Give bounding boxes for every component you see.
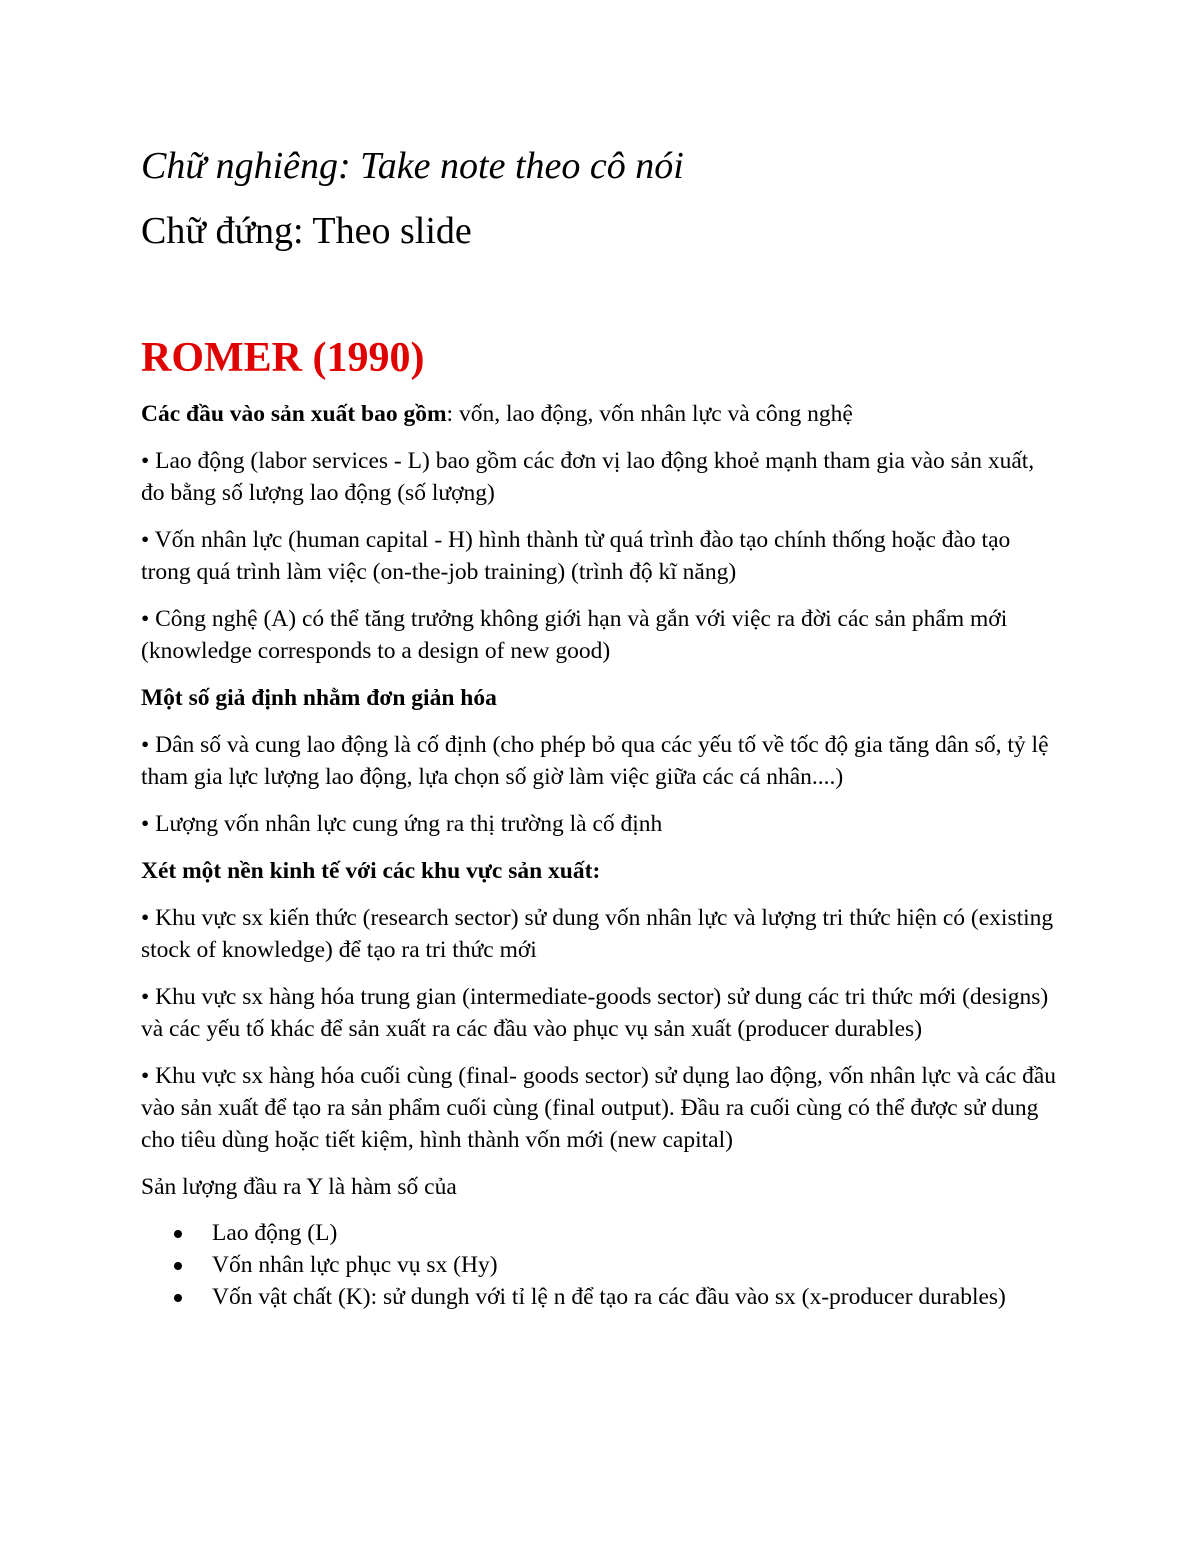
- assumptions-heading: Một số giả định nhằm đơn giản hóa: [141, 685, 497, 711]
- bullet-icon: [174, 1262, 182, 1270]
- assumptions-item: • Lượng vốn nhân lực cung ứng ra thị trường là cố định: [141, 811, 663, 837]
- legend-upright-note: Chữ đứng: Theo slide: [141, 210, 472, 252]
- sectors-item: • Khu vực sx hàng hóa trung gian (intermediate-goods sector) sử dung các tri thức mới (designs) và các yếu tố khác để sản xuất ra các đầu vào phục vụ sản xuất (producer durables): [141, 984, 1049, 1042]
- section-heading: ROMER (1990): [141, 335, 425, 381]
- bullet-icon: [174, 1230, 182, 1238]
- sectors-item: • Khu vực sx kiến thức (research sector) sử dung vốn nhân lực và lượng tri thức hiện có (existing stock of knowledge) để tạo ra tri thức mới: [141, 905, 1054, 963]
- list-item-text: Vốn vật chất (K): sử dungh với tỉ lệ n để tạo ra các đầu vào sx (x-producer durables): [212, 1284, 1006, 1310]
- list-item: [141, 1281, 1061, 1313]
- sectors-heading: Xét một nền kinh tế với các khu vực sản xuất:: [141, 858, 601, 884]
- legend-italic-note: Chữ nghiêng: Take note theo cô nói: [141, 145, 684, 187]
- list-item-text: Lao động (L): [212, 1220, 338, 1246]
- output-list: [141, 1217, 1061, 1313]
- inputs-paragraph: [141, 398, 1061, 430]
- inputs-lead: Các đầu vào sản xuất bao gồm: [141, 401, 447, 427]
- inputs-item: • Vốn nhân lực (human capital - H) hình thành từ quá trình đào tạo chính thống hoặc đào tạo trong quá trình làm việc (on-the-job training) (trình độ kĩ năng): [141, 527, 1011, 585]
- inputs-rest: : vốn, lao động, vốn nhân lực và công nghệ: [446, 401, 853, 427]
- bullet-icon: [174, 1294, 182, 1302]
- list-item: [141, 1217, 1061, 1249]
- inputs-item: • Công nghệ (A) có thể tăng trưởng không giới hạn và gắn với việc ra đời các sản phẩm mới (knowledge corresponds to a design of new good): [141, 606, 1008, 664]
- list-item: [141, 1249, 1061, 1281]
- assumptions-item: • Dân số và cung lao động là cố định (cho phép bỏ qua các yếu tố về tốc độ gia tăng dân số, tỷ lệ tham gia lực lượng lao động, lựa chọn số giờ làm việc giữa các cá nhân....): [141, 732, 1049, 790]
- sectors-item: • Khu vực sx hàng hóa cuối cùng (final- goods sector) sử dụng lao động, vốn nhân lực và các đầu vào sản xuất để tạo ra sản phẩm cuối cùng (final output). Đầu ra cuối cùng có thể được sử dung cho tiêu dùng hoặc tiết kiệm, hình thành vốn mới (new capital): [141, 1063, 1057, 1153]
- section-body: [141, 398, 1061, 1313]
- output-intro: Sản lượng đầu ra Y là hàm số của: [141, 1174, 457, 1200]
- inputs-item: • Lao động (labor services - L) bao gồm các đơn vị lao động khoẻ mạnh tham gia vào sản xuất, đo bằng số lượng lao động (số lượng): [141, 448, 1035, 506]
- list-item-text: Vốn nhân lực phục vụ sx (Hy): [212, 1252, 498, 1278]
